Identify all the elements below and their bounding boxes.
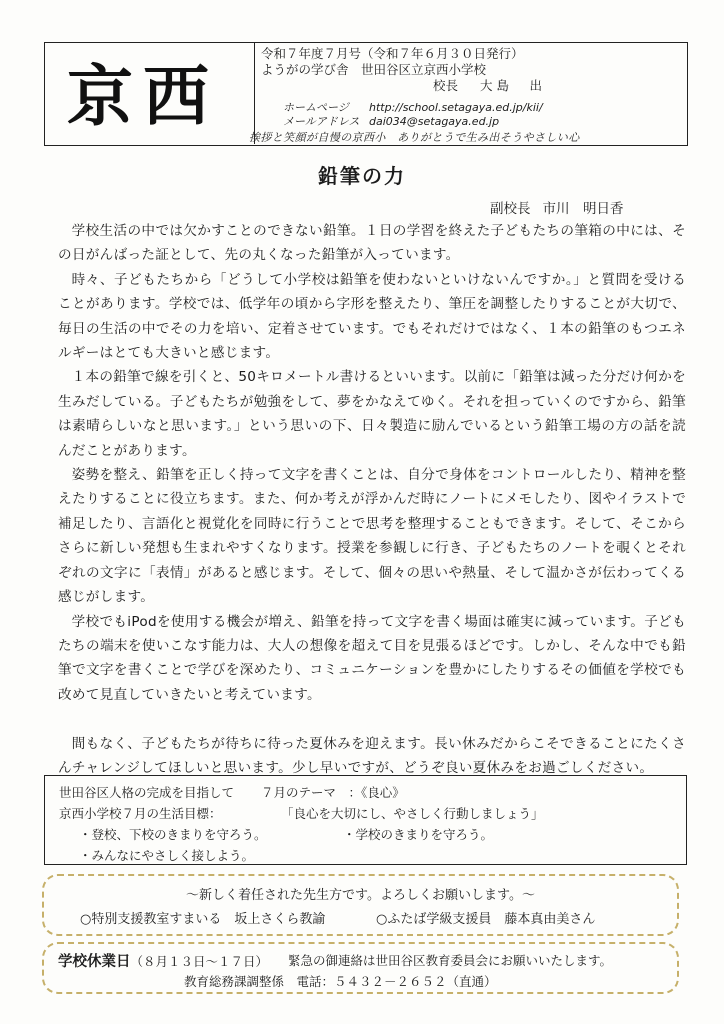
emergency-notice: 緊急の御連絡は世田谷区教育委員会にお願いいたします。 — [288, 953, 613, 968]
article-author — [490, 197, 624, 217]
new-teachers-heading: ～新しく着任された先生方です。よろしくお願いします。～ — [186, 888, 535, 903]
masthead-info — [249, 45, 681, 144]
article-body — [58, 219, 686, 780]
principal-name: 大島 出 — [480, 78, 547, 93]
masthead — [44, 42, 688, 146]
holiday-title: 学校休業日 — [58, 954, 131, 970]
mail-line — [283, 115, 499, 129]
principal-line — [261, 79, 546, 93]
life-target: 「良心を大切にし、やさしく行動しましょう」 — [281, 806, 544, 821]
mail-link[interactable]: dai034@setagaya.ed.jp — [369, 115, 500, 128]
homepage-label: ホームページ — [283, 101, 349, 114]
paragraph: 学校生活の中では欠かすことのできない鉛筆。１日の学習を終えた子どもたちの筆箱の中には、その日がんばった証として、先の丸くなった鉛筆が入っています。 — [58, 223, 686, 264]
rule-item: ・学校のきまりを守ろう。 — [343, 827, 494, 842]
issue-line: 令和７年度７月号（令和７年６月３０日発行） — [261, 46, 524, 61]
author-name: 市川 明日香 — [542, 201, 624, 217]
school-motto: 挨拶と笑顔が自慢の京西小 ありがとうで生み出そうやさしい心 — [249, 131, 580, 144]
new-teachers-box — [42, 874, 679, 936]
life-target-label: 京西小学校７月の生活目標： — [59, 806, 222, 821]
homepage-link[interactable]: http://school.setagaya.ed.jp/kii/ — [369, 101, 543, 114]
school-logo: 京西 — [67, 57, 219, 135]
paragraph: 時々、子どもたちから「どうして小学校は鉛筆を使わないといけないんですか。」と質問を受けることがあります。学校では、低学年の頃から字形を整えたり、筆圧を調整したりすることが大切で、毎日の生活の中でその力を培い、定着させています。でもそれだけではなく、１本の鉛筆のもつエネルギーはとても大きいと感じます。 — [58, 271, 686, 362]
mail-label: メールアドレス — [283, 115, 360, 128]
paragraph: １本の鉛筆で線を引くと、50キロメートル書けるといいます。以前に「鉛筆は減った分だけ何かを生みだしている。子どもたちが勉強をして、夢をかなえてゆく。それを担っていくのですから、鉛筆は素晴らしいなと思います。」という思いの下、日々製造に励んでいるという鉛筆工場の方の話を読んだことがあります。 — [58, 369, 686, 459]
paragraph: 姿勢を整え、鉛筆を正しく持って文字を書くことは、自分で身体をコントロールしたり、精神を整えたりすることに役立ちます。また、何か考えが浮かんだ時にノートにメモしたり、図やイラストで補足したり、言語化と視覚化を同時に行うことで思考を整理することもできます。そして、そこからさらに新しい発想も生まれやすくなります。授業を参観しに行き、子どもたちのノートを覗くとそれぞれの文字に「表情」があると感じます。そして、個々の思いや熱量、そして温かさが伝わってくる感じがします。 — [58, 467, 686, 606]
holiday-heading — [58, 950, 268, 971]
monthly-theme: ７月のテーマ ：《良心》 — [261, 785, 405, 800]
rule-item: ・登校、下校のきまりを守ろう。 — [79, 827, 267, 842]
author-role: 副校長 — [490, 201, 531, 217]
holiday-dates: （８月１３日～１７日） — [130, 954, 269, 969]
school-holiday-box — [42, 942, 679, 994]
contact-line: 教育総務課調整係 電話：５４３２－２６５２（直通） — [184, 974, 497, 989]
rule-item: ・みんなにやさしく接しよう。 — [79, 848, 255, 863]
logo-cell — [45, 43, 255, 144]
teacher-item: ○ふたば学級支援員 藤本真由美さん — [376, 912, 596, 927]
paragraph: 学校でもiPodを使用する機会が増え、鉛筆を持って文字を書く場面は確実に減っています。子どもたちの端末を使いこなす能力は、大人の想像を超えて目を見張るほどです。しかし、そんな中でも鉛筆で文字を書くことで学びを深めたり、コミュニケーションを豊かにしたりするその価値を学校でも改めて見直していきたいと考えています。 — [58, 613, 686, 703]
homepage-line — [283, 101, 543, 115]
monthly-theme-box — [44, 775, 687, 865]
paragraph: 間もなく、子どもたちが待ちに待った夏休みを迎えます。長い休みだからこそできることにたくさんチャレンジしてほしいと思います。少し早いですが、どうぞ良い夏休みをお過ごしください。 — [58, 735, 686, 776]
teacher-item: ○特別支援教室すまいる 坂上さくら教諭 — [80, 912, 326, 927]
character-goal: 世田谷区人格の完成を目指して — [59, 785, 235, 800]
principal-label: 校長 — [433, 78, 459, 93]
article-title: 鉛筆の力 — [318, 164, 406, 188]
school-name: ようがの学び舎 世田谷区立京西小学校 — [261, 62, 487, 77]
